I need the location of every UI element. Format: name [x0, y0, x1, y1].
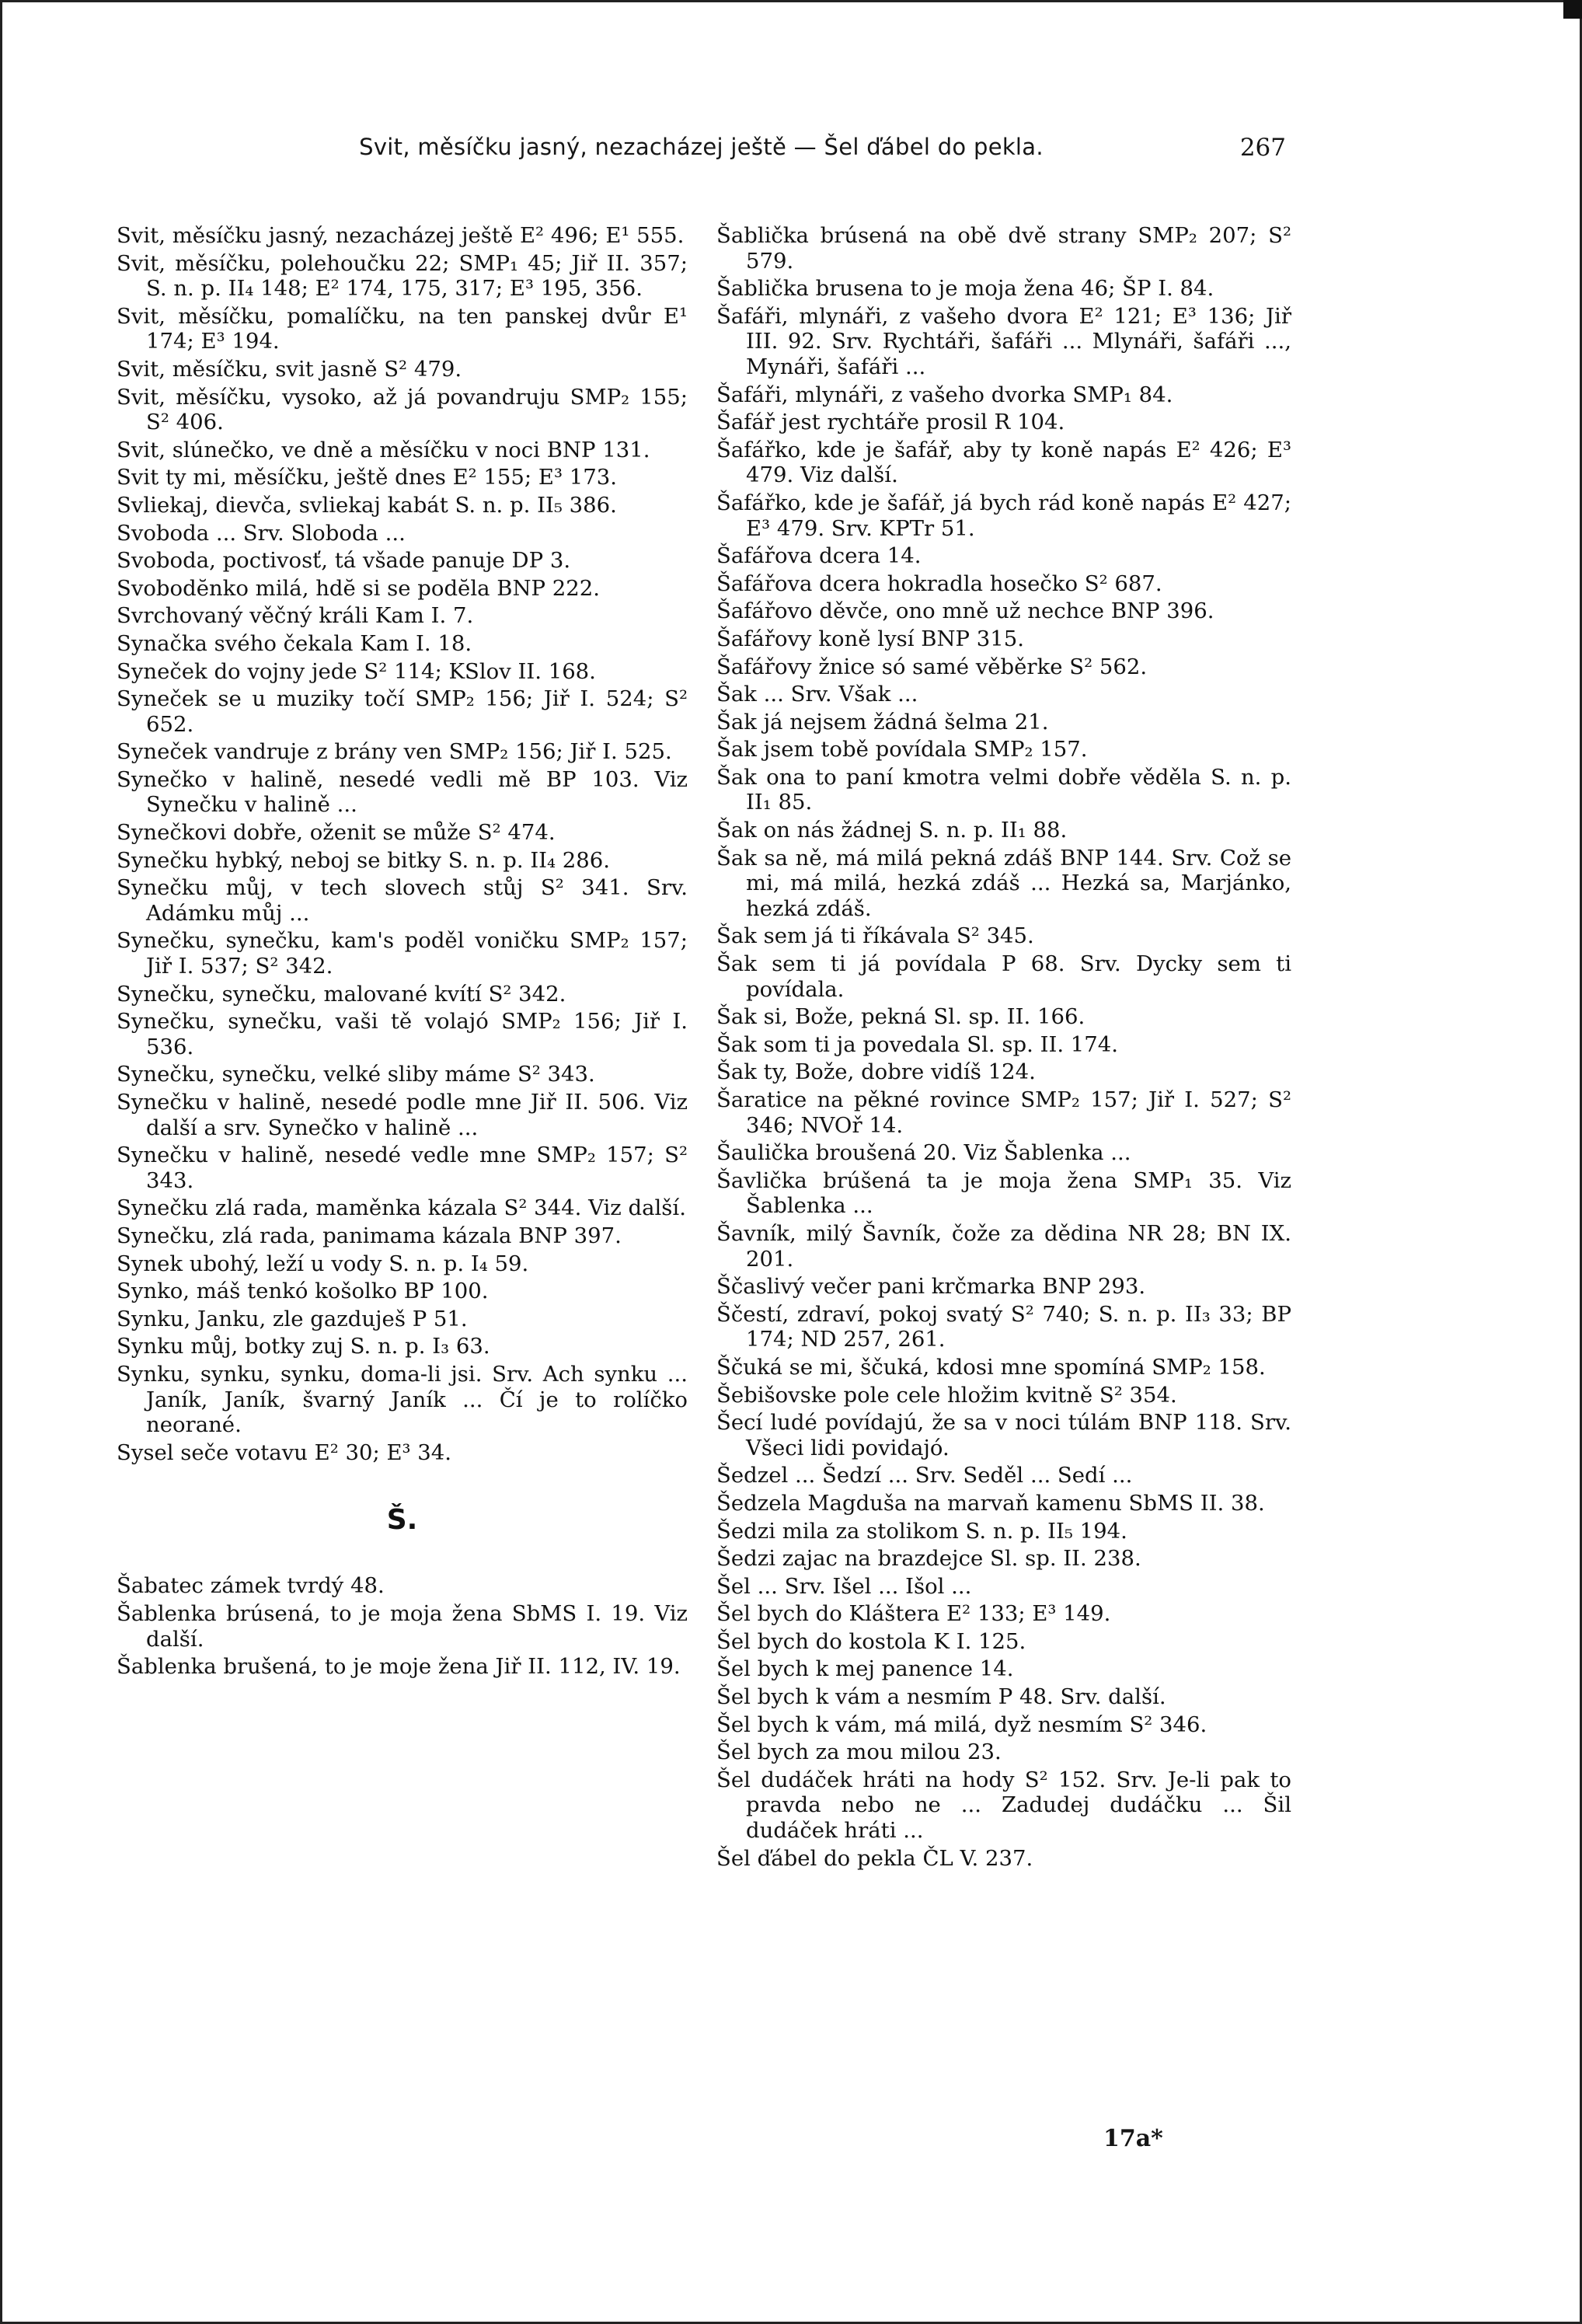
index-entry: Syneček vandruje z brány ven SMP₂ 156; Jiř I. 525. [117, 739, 672, 765]
index-entry: Šak si, Bože, pekná Sl. sp. II. 166. [716, 1004, 1085, 1030]
index-entry: Šablenka brušená, to je moje žena Jiř II. 112, IV. 19. [117, 1654, 681, 1680]
left-entries-after [117, 1573, 688, 1679]
index-entry: Svit, slúnečko, ve dně a měsíčku v noci BNP 131. [117, 437, 650, 462]
page-number: 267 [1239, 134, 1286, 162]
index-entry: Šedzela Magduša na marvaň kamenu SbMS II. 38. [716, 1490, 1265, 1516]
index-entry: Synečku, zlá rada, panimama kázala BNP 397. [117, 1223, 622, 1248]
index-entry: Svoboda ... Srv. Sloboda ... [117, 520, 406, 546]
index-entry: Synek ubohý, leží u vody S. n. p. I₄ 59. [117, 1251, 529, 1276]
index-entry: Synečku v halině, nesedé vedle mne SMP₂ 157; S² 343. [117, 1143, 688, 1193]
index-entry: Šaulička broušená 20. Viz Šablenka ... [716, 1140, 1131, 1166]
running-head: Svit, měsíčku jasný, nezacházej ještě — Šel ďábel do pekla. [359, 134, 1044, 160]
index-entry: Šel bych za mou milou 23. [716, 1740, 1002, 1765]
index-entry: Šedzi mila za stolikom S. n. p. II₅ 194. [716, 1518, 1127, 1544]
index-entry: Syneček se u muziky točí SMP₂ 156; Jiř I. 524; S² 652. [117, 686, 688, 737]
index-entry: Šablenka brúsená, to je moja žena SbMS I. 19. Viz další. [117, 1600, 688, 1652]
index-entry: Synečku hybký, neboj se bitky S. n. p. II₄ 286. [117, 847, 611, 873]
index-entry: Šavlička brúšená ta je moja žena SMP₁ 35. Viz Šablenka ... [716, 1167, 1291, 1219]
index-entry: Šak ty, Bože, dobre vidíš 124. [716, 1059, 1036, 1085]
index-entry: Šafářovy žnice só samé věběrke S² 562. [716, 654, 1148, 679]
index-entry: Synku, Janku, zle gazduješ P 51. [117, 1306, 468, 1331]
index-entry: Svit, měsíčku, pomalíčku, na ten panskej dvůr E¹ 174; E³ 194. [117, 303, 688, 354]
index-entry: Šak som ti ja povedala Sl. sp. II. 174. [716, 1031, 1119, 1057]
index-entry: Šak já nejsem žádná šelma 21. [716, 709, 1049, 735]
index-entry: Šafářko, kde je šafář, já bych rád koně napás E² 427; E³ 479. Srv. KPTr 51. [716, 490, 1291, 541]
index-entry: Šafářko, kde je šafář, aby ty koně napás E² 426; E³ 479. Viz další. [716, 437, 1291, 488]
index-entry: Šedzi zajac na brazdejce Sl. sp. II. 238. [716, 1546, 1141, 1572]
index-entry: Synečku v halině, nesedé podle mne Jiř II. 506. Viz další a srv. Synečko v halině ... [117, 1090, 688, 1140]
index-entry: Šak on nás žádnej S. n. p. II₁ 88. [716, 818, 1068, 843]
index-entry: Synečku, synečku, malované kvítí S² 342. [117, 981, 566, 1007]
index-entry: Šel ďábel do pekla ČL V. 237. [716, 1845, 1033, 1871]
index-entry: Šel bych do Kláštera E² 133; E³ 149. [716, 1601, 1111, 1627]
index-entry: Šak ... Srv. Však ... [716, 682, 918, 707]
index-entry: Synečku zlá rada, maměnka kázala S² 344. Viz další. [117, 1195, 686, 1221]
index-entry: Svit ty mi, měsíčku, ještě dnes E² 155; E³ 173. [117, 465, 617, 490]
right-entries [716, 223, 1291, 1871]
index-entry: Svit, měsíčku, polehoučku 22; SMP₁ 45; Jiř II. 357; S. n. p. II₄ 148; E² 174, 175, 317; E³ 195, 356. [117, 250, 688, 302]
index-entry: Šecí ludé povídajú, že sa v noci túlám BNP 118. Srv. Všeci lidi povidajó. [716, 1410, 1291, 1460]
index-entry: Šel dudáček hráti na hody S² 152. Srv. Je-li pak to pravda nebo ne ... Zadudej dudáčku ... Šil dudáček hráti ... [716, 1767, 1291, 1844]
index-entry: Šak sem ti já povídala P 68. Srv. Dycky sem ti povídala. [716, 951, 1291, 1002]
index-entry: Svit, měsíčku, vysoko, až já povandruju SMP₂ 155; S² 406. [117, 384, 688, 435]
index-entry: Šel bych k vám, má milá, dyž nesmím S² 346. [716, 1712, 1207, 1737]
page-header [117, 134, 1286, 173]
signature-mark: 17a* [1103, 2125, 1163, 2152]
index-entry: Šak jsem tobě povídala SMP₂ 157. [716, 737, 1088, 762]
index-entry: Sysel seče votavu E² 30; E³ 34. [117, 1439, 452, 1465]
index-entry: Synku, synku, synku, doma-li jsi. Srv. Ach synku ... Janík, Janík, švarný Janík ... Čí je to rolíčko neorané. [117, 1361, 688, 1438]
index-entry: Šafářova dcera hokradla hosečko S² 687. [716, 571, 1162, 596]
index-entry: Ščaslivý večer pani krčmarka BNP 293. [716, 1274, 1146, 1300]
index-entry: Ščestí, zdraví, pokoj svatý S² 740; S. n. p. II₃ 33; BP 174; ND 257, 261. [716, 1301, 1291, 1352]
index-entry: Šafáři, mlynáři, z vašeho dvorka SMP₁ 84. [716, 382, 1173, 407]
index-entry: Svoboda, poctivosť, tá všade panuje DP 3. [117, 548, 571, 574]
index-entry: Svrchovaný věčný králi Kam I. 7. [117, 603, 474, 629]
index-entry: Synečku, synečku, velké sliby máme S² 343. [117, 1062, 595, 1087]
index-entry: Šel ... Srv. Išel ... Išol ... [716, 1573, 972, 1599]
index-entry: Šaratice na pěkné rovince SMP₂ 157; Jiř I. 527; S² 346; NVOř 14. [716, 1087, 1291, 1138]
index-entry: Šedzel ... Šedzí ... Srv. Seděl ... Sedí ... [716, 1463, 1133, 1488]
index-entry: Synečku můj, v tech slovech stůj S² 341. Srv. Adámku můj ... [117, 875, 688, 926]
left-entries [117, 223, 688, 1465]
index-entry: Šablička brúsená na obě dvě strany SMP₂ 207; S² 579. [716, 223, 1291, 274]
scan-corner-mark [1563, 0, 1582, 19]
index-entry: Šablička brusena to je moja žena 46; ŠP I. 84. [716, 276, 1214, 302]
index-entry: Šak sa ně, má milá pekná zdáš BNP 144. Srv. Což se mi, má milá, hezká zdáš ... Hezká sa, Marjánko, hezká zdáš. [716, 845, 1291, 921]
index-entry: Šak sem já ti říkávala S² 345. [716, 923, 1034, 949]
index-entry: Šel bych k mej panence 14. [716, 1656, 1014, 1682]
index-entry: Synečku, synečku, vaši tě volajó SMP₂ 156; Jiř I. 536. [117, 1009, 688, 1059]
index-entry: Šel bych do kostola K I. 125. [716, 1628, 1026, 1654]
index-entry: Šafář jest rychtáře prosil R 104. [716, 410, 1065, 435]
index-entry: Šebišovske pole cele hložim kvitně S² 354. [716, 1382, 1177, 1408]
index-entry: Šafářovy koně lysí BNP 315. [716, 626, 1024, 651]
index-entry: Synečku, synečku, kam's poděl voničku SMP₂ 157; Jiř I. 537; S² 342. [117, 928, 688, 979]
index-entry: Šel bych k vám a nesmím P 48. Srv. další. [716, 1684, 1166, 1710]
index-entry: Šabatec zámek tvrdý 48. [117, 1573, 385, 1599]
index-entry: Synečko v halině, nesedé vedli mě BP 103. Viz Synečku v halině ... [117, 766, 688, 818]
index-entry: Šafáři, mlynáři, z vašeho dvora E² 121; E³ 136; Jiř III. 92. Srv. Rychtáři, šafáři ... Mlynáři, šafáři ..., Mynáři, šafáři ... [716, 303, 1291, 379]
index-entry: Šavník, milý Šavník, čože za dědina NR 28; BN IX. 201. [716, 1220, 1291, 1272]
index-entry: Ščuká se mi, ščuká, kdosi mne spomíná SMP₂ 158. [716, 1354, 1266, 1380]
index-entry: Šafářova dcera 14. [716, 543, 922, 569]
index-entry: Synačka svého čekala Kam I. 18. [117, 630, 472, 656]
left-column [117, 223, 688, 1682]
index-entry: Synko, máš tenkó košolko BP 100. [117, 1279, 489, 1304]
index-entry: Svit, měsíčku, svit jasně S² 479. [117, 356, 462, 382]
index-entry: Synečkovi dobře, oženit se může S² 474. [117, 820, 556, 846]
index-entry: Šafářovo děvče, ono mně už nechce BNP 396. [716, 598, 1214, 624]
index-entry: Svit, měsíčku jasný, nezacházej ještě E² 496; E¹ 555. [117, 223, 685, 248]
section-letter: Š. [386, 1504, 418, 1537]
index-entry: Svliekaj, dievča, svliekaj kabát S. n. p. II₅ 386. [117, 492, 617, 518]
index-entry: Svobodĕnko milá, hdĕ si se podĕla BNP 222. [117, 575, 601, 601]
index-entry: Synku můj, botky zuj S. n. p. I₃ 63. [117, 1334, 490, 1359]
index-entry: Syneček do vojny jede S² 114; KSlov II. 168. [117, 658, 596, 684]
right-column [716, 223, 1291, 1873]
index-entry: Šak ona to paní kmotra velmi dobře věděla S. n. p. II₁ 85. [716, 764, 1291, 815]
